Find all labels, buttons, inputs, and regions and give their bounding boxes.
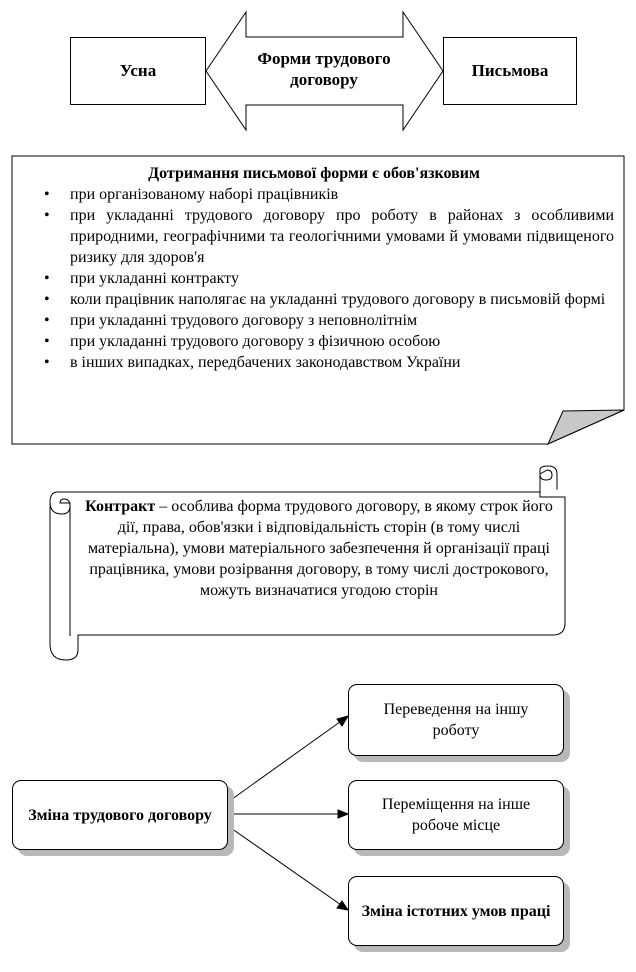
change-target-transfer-box [348,684,564,756]
contract-forms-line-1: Форми трудового [257,49,391,68]
change-target-relocation-box [348,780,564,850]
contract-definition [84,496,554,601]
oral-form-box [70,37,206,105]
list-item: • при укладанні трудового договору з фізичною особою [14,331,614,352]
change-target-label: Переміщення на інше робоче місце [381,796,531,834]
list-item: • коли працівник наполягає на укладанні трудового договору в письмовій формі [14,289,614,310]
contract-definition-text: – особлива форма трудового договору, в якому строк його дії, права, обов'язки і відповідальність сторін (в тому числі матеріальна), умови матеріального забезпечення й організації праці працівника, умови розірвання договору, в тому числі дострокового, можуть визначатися угодою сторін [88,498,553,599]
written-form-note [14,163,614,373]
change-arrows [228,716,348,910]
list-item: • при укладанні трудового договору про роботу в районах з особливими природними, географічними та геологічними умовами й умовами підвищеного ризику для здоров'я [14,205,614,268]
contract-forms-label [240,46,408,92]
written-form-box [443,37,577,105]
list-item: • в інших випадках, передбачених законодавством України [14,352,614,373]
written-form-label: Письмова [471,61,549,80]
oral-form-label: Усна [119,61,157,80]
change-target-conditions-box [348,876,564,946]
change-source-label: Зміна трудового договору [28,806,212,824]
note-title: Дотримання письмової форми є обов'язковим [148,165,480,182]
contract-forms-line-2: договору [290,70,358,89]
change-target-label: Зміна істотних умов праці [361,902,551,920]
list-item: • при укладанні контракту [14,268,614,289]
list-item: • при організованому наборі працівників [14,184,614,205]
note-list [14,184,614,373]
contract-term: Контракт [85,498,156,515]
list-item: • при укладанні трудового договору з неповнолітнім [14,310,614,331]
change-target-label: Переведення на іншу роботу [383,701,529,739]
change-source-box [12,780,228,850]
